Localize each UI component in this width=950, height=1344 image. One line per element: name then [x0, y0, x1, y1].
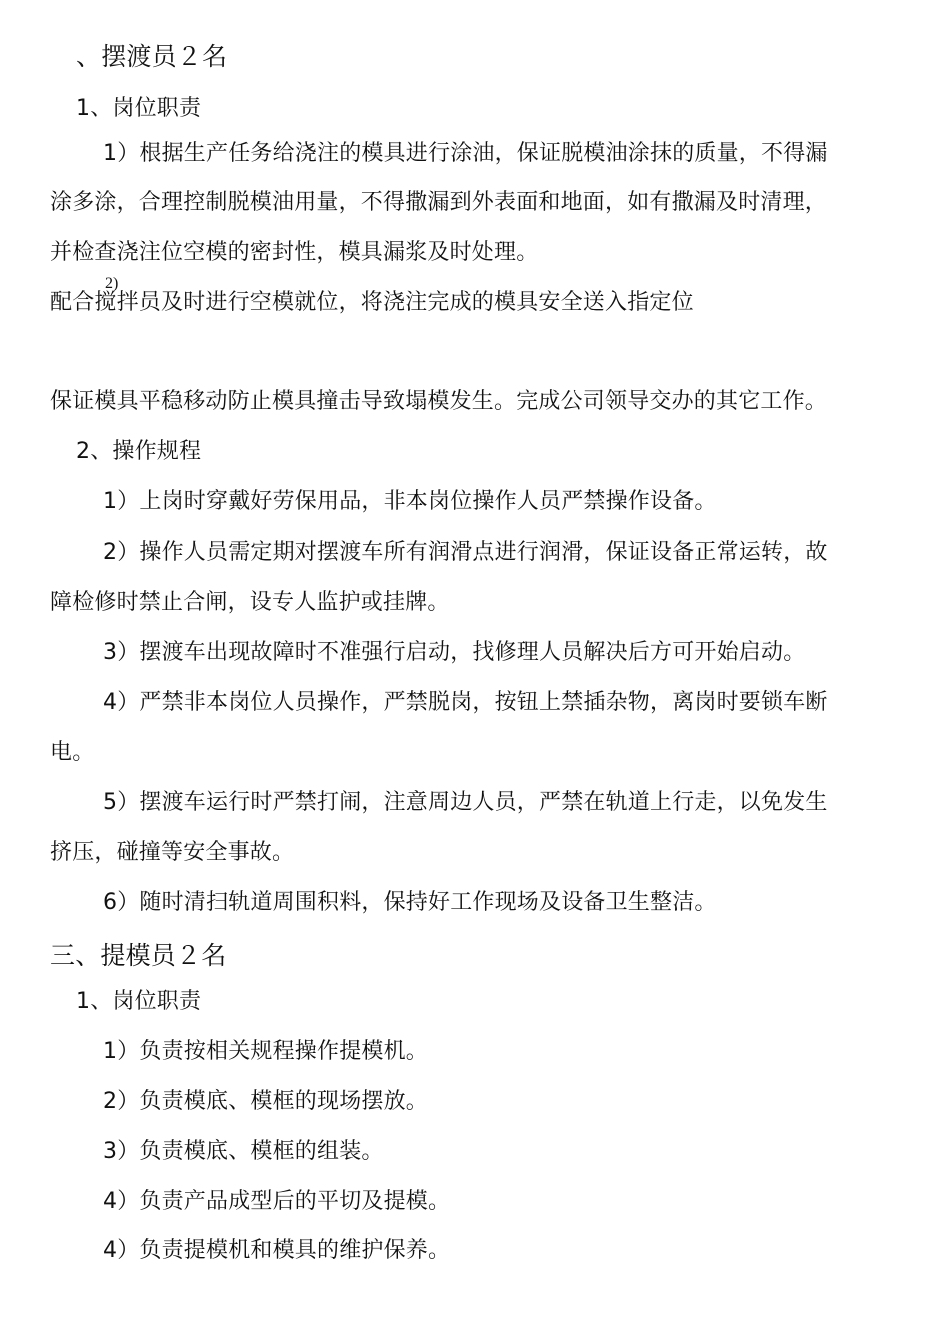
paragraph-line: 配合搅拌员及时进行空模就位，将浇注完成的模具安全送入指定位	[50, 290, 694, 315]
procedure-item: 2）操作人员需定期对摆渡车所有润滑点进行润滑，保证设备正常运转，故	[103, 540, 828, 565]
procedure-item: 6）随时清扫轨道周围积料，保持好工作现场及设备卫生整洁。	[103, 890, 717, 915]
section-heading-lift-operator: 三、提模员２名	[50, 941, 227, 970]
procedure-item-continuation: 电。	[50, 740, 95, 765]
paragraph-line: 保证模具平稳移动防止模具撞击导致塌模发生。完成公司领导交办的其它工作。	[50, 389, 828, 414]
duty-item: 1）负责按相关规程操作提模机。	[103, 1039, 428, 1064]
paragraph-line: 并检查浇注位空模的密封性，模具漏浆及时处理。	[50, 240, 539, 265]
duties-title: 1、岗位职责	[76, 96, 202, 121]
paragraph-line: 1）根据生产任务给浇注的模具进行涂油，保证脱模油涂抹的质量，不得漏	[103, 141, 828, 166]
duty-item: 4）负责产品成型后的平切及提模。	[103, 1189, 451, 1214]
procedure-title: 2、操作规程	[76, 439, 202, 464]
list-number-small: 2)	[105, 275, 119, 292]
procedure-item-continuation: 挤压，碰撞等安全事故。	[50, 840, 295, 865]
duty-item: 2）负责模底、模框的现场摆放。	[103, 1089, 428, 1114]
procedure-item: 5）摆渡车运行时严禁打闹，注意周边人员，严禁在轨道上行走，以免发生	[103, 790, 828, 815]
procedure-item: 4）严禁非本岗位人员操作，严禁脱岗，按钮上禁插杂物，离岗时要锁车断	[103, 690, 828, 715]
duty-item: 4）负责提模机和模具的维护保养。	[103, 1238, 451, 1263]
paragraph-line: 涂多涂，合理控制脱模油用量，不得撒漏到外表面和地面，如有撒漏及时清理，	[50, 190, 828, 215]
procedure-item: 3）摆渡车出现故障时不准强行启动，找修理人员解决后方可开始启动。	[103, 640, 806, 665]
duty-item: 3）负责模底、模框的组装。	[103, 1139, 384, 1164]
procedure-item: 1）上岗时穿戴好劳保用品，非本岗位操作人员严禁操作设备。	[103, 489, 717, 514]
duties-title: 1、岗位职责	[76, 989, 202, 1014]
procedure-item-continuation: 障检修时禁止合闸，设专人监护或挂牌。	[50, 590, 450, 615]
section-heading-ferry-operator: 、摆渡员２名	[76, 42, 228, 71]
